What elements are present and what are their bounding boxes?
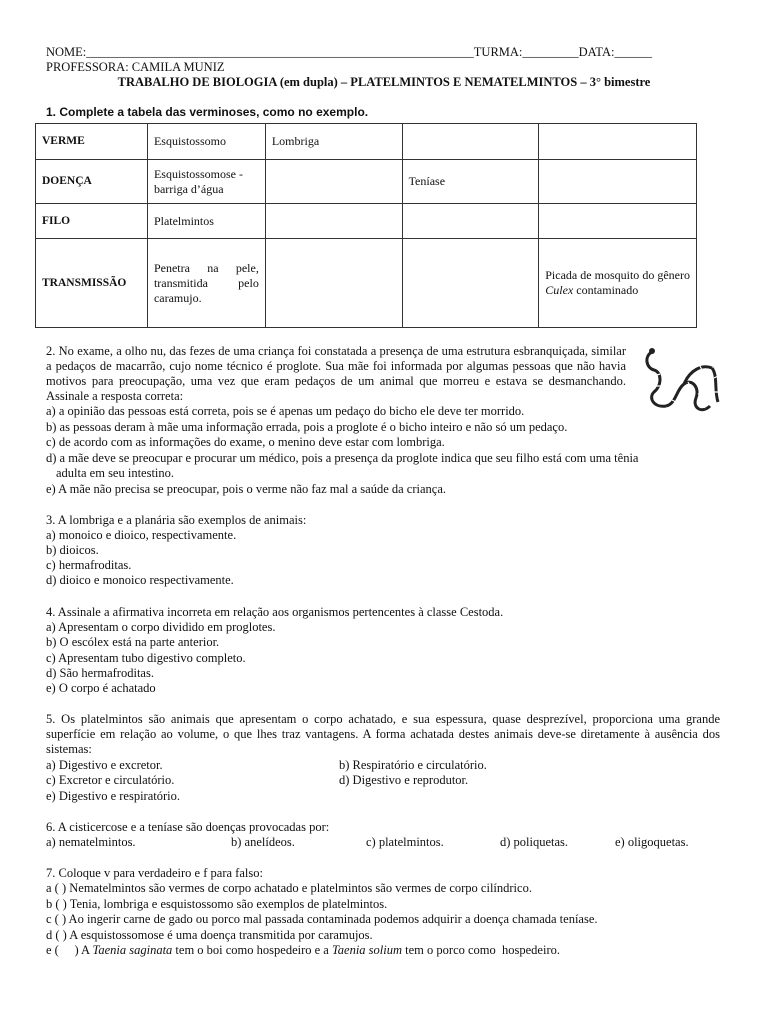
q3-option-d[interactable]: d) dioico e monoico respectivamente. (46, 573, 234, 587)
table-row (36, 124, 697, 160)
table-cell[interactable] (402, 124, 539, 160)
species-name: Taenia solium (331, 943, 403, 957)
cell-text: contaminado (576, 283, 639, 297)
table-cell[interactable]: Esquistossomose - barriga d’água (147, 160, 265, 204)
table-cell[interactable] (539, 239, 697, 328)
q6-option-a[interactable]: a) nematelmintos. (46, 835, 136, 849)
q7-item-e[interactable] (46, 943, 560, 958)
q6-option-c[interactable]: c) platelmintos. (366, 835, 444, 849)
question-1-prompt: 1. Complete a tabela das verminoses, como no exemplo. (46, 105, 369, 119)
item-text: tem o porco como hospedeiro. (402, 943, 560, 957)
q5-option-c[interactable]: c) Excretor e circulatório. (46, 773, 175, 787)
table-cell[interactable] (402, 204, 539, 239)
question-4-text: 4. Assinale a afirmativa incorreta em relação aos organismos pertencentes à classe Cestoda. (46, 605, 504, 619)
q4-option-e[interactable]: e) O corpo é achatado (46, 681, 156, 695)
q4-option-d[interactable]: d) São hermafroditas. (46, 666, 154, 680)
q2-option-d-cont: adulta em seu intestino. (56, 466, 175, 480)
q6-option-e[interactable]: e) oligoquetas. (615, 835, 689, 849)
q5-option-e[interactable]: e) Digestivo e respiratório. (46, 789, 180, 803)
q3-option-c[interactable]: c) hermafroditas. (46, 558, 132, 572)
q3-option-a[interactable]: a) monoico e dioico, respectivamente. (46, 528, 237, 542)
q2-option-d[interactable]: d) a mãe deve se preocupar e procurar um médico, pois a presença da proglote indica que seu filho está com uma tênia (46, 451, 639, 465)
q6-option-d[interactable]: d) poliquetas. (500, 835, 569, 849)
q4-option-b[interactable]: b) O escólex está na parte anterior. (46, 635, 220, 649)
q7-item-d[interactable]: d ( ) A esquistossomose é uma doença transmitida por caramujos. (46, 928, 373, 942)
teacher-line: PROFESSORA: CAMILA MUNIZ (46, 60, 225, 74)
table-row (36, 239, 697, 328)
table-cell[interactable] (539, 160, 697, 204)
q7-item-a[interactable]: a ( ) Nematelmintos são vermes de corpo achatado e platelmintos são vermes de corpo cilíndrico. (46, 881, 532, 895)
table-cell[interactable] (265, 160, 402, 204)
table-cell[interactable]: Platelmintos (147, 204, 265, 239)
row-label-doenca: DOENÇA (36, 160, 148, 204)
item-text: e ( ) A (46, 943, 93, 957)
row-label-verme: VERME (36, 124, 148, 160)
table-cell[interactable]: Penetra na pele, transmitida pelo caramujo. (147, 239, 265, 328)
q2-option-a[interactable]: a) a opinião das pessoas está correta, pois se é apenas um pedaço do bicho ele deve ter morrido. (46, 404, 525, 418)
q6-option-b[interactable]: b) anelídeos. (231, 835, 295, 849)
question-2-text: 2. No exame, a olho nu, das fezes de uma criança foi constatada a presença de uma estrutura esbranquiçada, similar a pedaços de macarrão, cujo nome técnico é proglote. Sua mãe foi informada por algumas pessoas que não havia motivos para preocupação, uma vez que eram pedaços de um animal que morreu e estava se desmanchando. Assinale a resposta correta: (46, 344, 626, 403)
q4-option-a[interactable]: a) Apresentam o corpo dividido em proglotes. (46, 620, 276, 634)
question-6-text: 6. A cisticercose e a teníase são doenças provocadas por: (46, 820, 330, 834)
q3-option-b[interactable]: b) dioicos. (46, 543, 99, 557)
row-label-filo: FILO (36, 204, 148, 239)
q2-option-e[interactable]: e) A mãe não precisa se preocupar, pois o verme não faz mal a saúde da criança. (46, 482, 447, 496)
question-3-text: 3. A lombriga e a planária são exemplos de animais: (46, 513, 307, 527)
q5-option-a[interactable]: a) Digestivo e excretor. (46, 758, 163, 772)
table-cell[interactable]: Teníase (402, 160, 539, 204)
genus-name: Culex (545, 283, 574, 297)
species-name: Taenia saginata (92, 943, 173, 957)
q4-option-c[interactable]: c) Apresentam tubo digestivo completo. (46, 651, 246, 665)
q7-item-c[interactable]: c ( ) Ao ingerir carne de gado ou porco mal passada contaminada podemos adquirir a doença chamada teníase. (46, 912, 598, 926)
table-cell[interactable] (539, 204, 697, 239)
table-cell[interactable]: Esquistossomo (147, 124, 265, 160)
row-label-transmissao: TRANSMISSÃO (36, 239, 148, 328)
table-cell[interactable] (265, 204, 402, 239)
question-7-text: 7. Coloque v para verdadeiro e f para falso: (46, 866, 263, 880)
cell-text: Picada de mosquito do gênero (545, 268, 690, 282)
table-cell[interactable]: Lombriga (265, 124, 402, 160)
table-cell[interactable] (539, 124, 697, 160)
table-row (36, 160, 697, 204)
q2-option-b[interactable]: b) as pessoas deram à mãe uma informação errada, pois a proglote é o bicho inteiro e não só um pedaço. (46, 420, 568, 434)
question-5-text: 5. Os platelmintos são animais que apresentam o corpo achatado, e sua espessura, quase desprezível, proporciona uma grande superfície em relação ao volume, o que lhes traz vantagens. A forma achatada destes animais deve-se diretamente à ausência dos sistemas: (46, 712, 720, 756)
verminoses-table (35, 123, 697, 328)
q2-option-c[interactable]: c) de acordo com as informações do exame, o menino deve estar com lombriga. (46, 435, 445, 449)
page-title: TRABALHO DE BIOLOGIA (em dupla) – PLATELMINTOS E NEMATELMINTOS – 3° bimestre (117, 75, 651, 89)
tapeworm-icon (640, 346, 722, 418)
q7-item-b[interactable]: b ( ) Tenia, lombriga e esquistossomo são exemplos de platelmintos. (46, 897, 388, 911)
q5-option-b[interactable]: b) Respiratório e circulatório. (339, 758, 487, 772)
table-cell[interactable] (402, 239, 539, 328)
table-cell[interactable] (265, 239, 402, 328)
name-line: NOME:______________________________________________________________TURMA:_________DATA:______ (46, 45, 652, 59)
item-text: tem o boi como hospedeiro e a (172, 943, 332, 957)
q5-option-d[interactable]: d) Digestivo e reprodutor. (339, 773, 469, 787)
table-row (36, 204, 697, 239)
